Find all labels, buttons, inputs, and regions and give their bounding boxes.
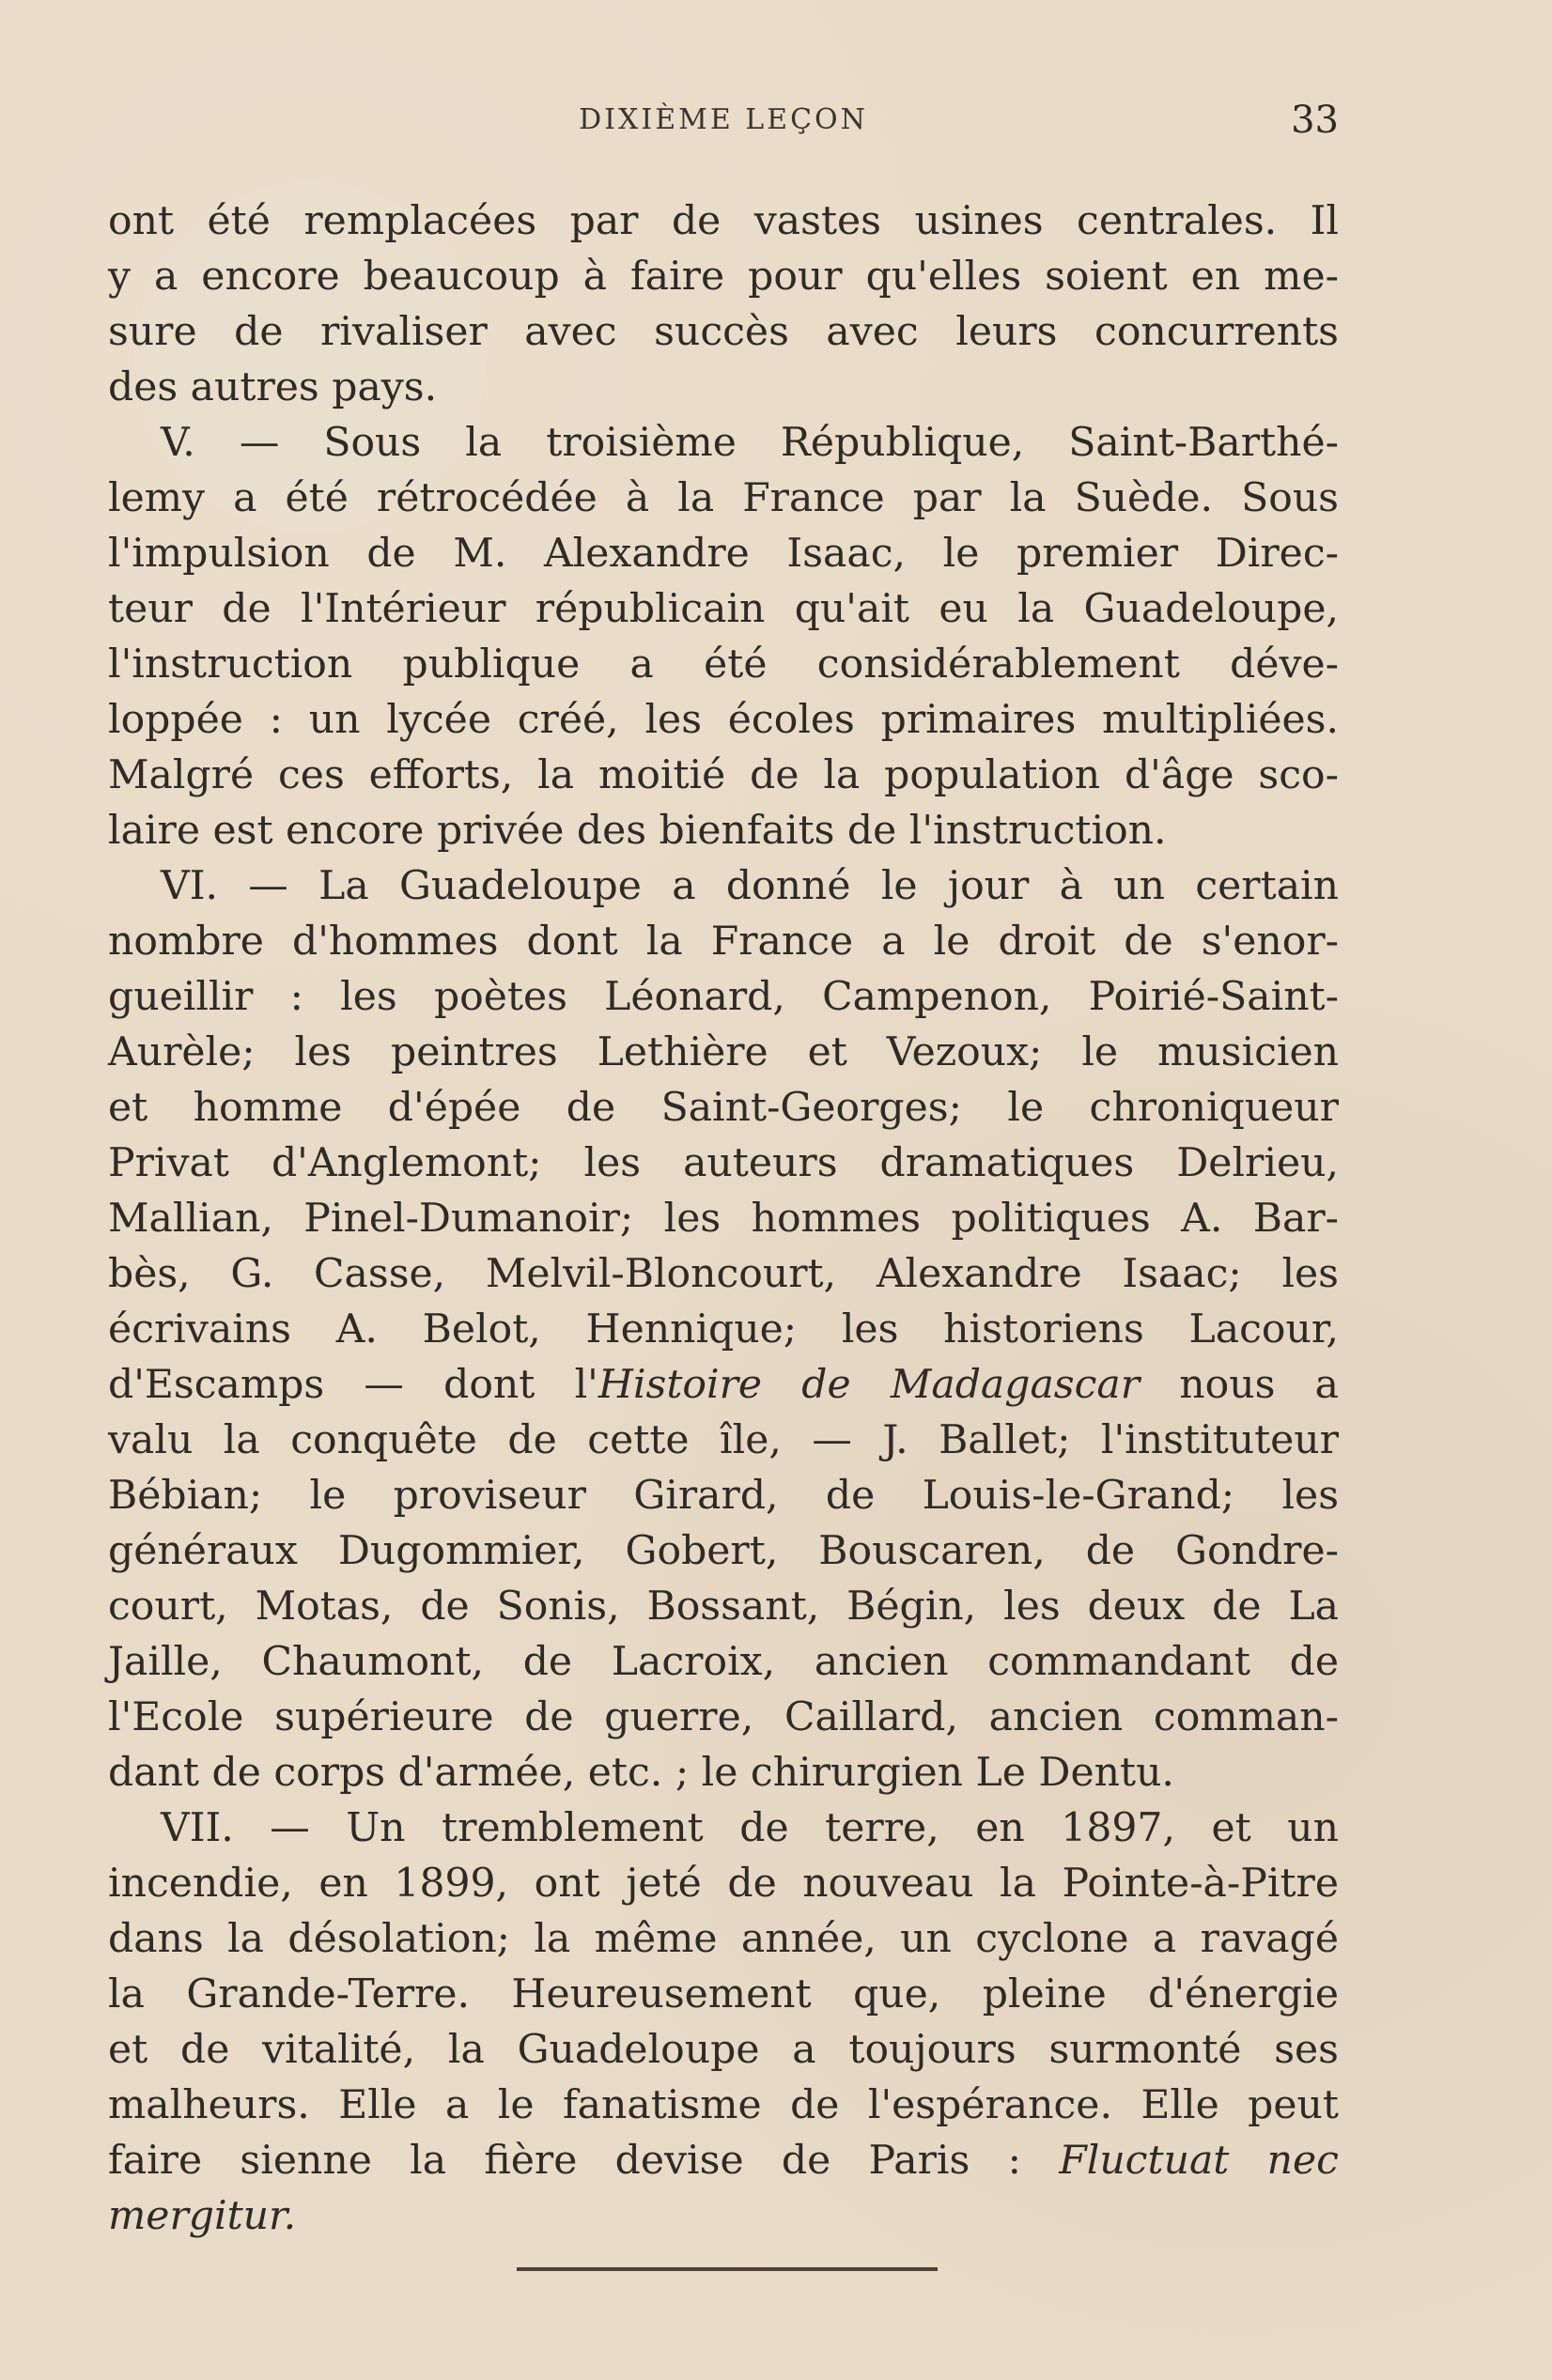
text-line: bès, G. Casse, Melvil-Bloncourt, Alexandre Isaac; les	[108, 1251, 1339, 1297]
text-line: et de vitalité, la Guadeloupe a toujours surmonté ses	[108, 2027, 1339, 2073]
text-line-with-italic-motto	[108, 2133, 1339, 2188]
text-line: Aurèle; les peintres Lethière et Vezoux; le musicien	[108, 1029, 1339, 1075]
text-line-with-italic-title	[108, 1357, 1339, 1413]
page-number: 33	[1291, 99, 1339, 142]
text-line: ont été remplacées par de vastes usines centrales. Il	[108, 198, 1339, 244]
text-line: lemy a été rétrocédée à la France par la Suède. Sous	[108, 475, 1339, 521]
text-line: Jaille, Chaumont, de Lacroix, ancien commandant de	[108, 1639, 1339, 1685]
running-head	[108, 97, 1339, 144]
paragraph-vi-start: VI. — La Guadeloupe a donné le jour à un certain	[161, 863, 1339, 909]
text-line: des autres pays.	[108, 364, 438, 410]
chapter-heading: DIXIÈME LEÇON	[579, 103, 868, 136]
paragraph-vii-start: VII. — Un tremblement de terre, en 1897, et un	[161, 1805, 1339, 1851]
text-line: nombre d'hommes dont la France a le droit de s'enor-	[108, 919, 1339, 965]
text-line: généraux Dugommier, Gobert, Bouscaren, de Gondre-	[108, 1528, 1339, 1574]
text-line: et homme d'épée de Saint-Georges; le chroniqueur	[108, 1085, 1339, 1131]
text-line: malheurs. Elle a le fanatisme de l'espérance. Elle peut	[108, 2082, 1339, 2128]
text-line: l'Ecole supérieure de guerre, Caillard, ancien comman-	[108, 1694, 1339, 1740]
text-line: court, Motas, de Sonis, Bossant, Bégin, les deux de La	[108, 1584, 1339, 1630]
text-line: sure de rivaliser avec succès avec leurs concurrents	[108, 309, 1339, 355]
text-line: l'impulsion de M. Alexandre Isaac, le premier Direc-	[108, 531, 1339, 577]
text-line: loppée : un lycée créé, les écoles primaires multipliées.	[108, 697, 1339, 743]
motto-italic-end: mergitur.	[108, 2193, 297, 2239]
text-line: la Grande-Terre. Heureusement que, pleine d'énergie	[108, 1971, 1339, 2017]
text-line: teur de l'Intérieur républicain qu'ait eu la Guadeloupe,	[108, 586, 1339, 632]
text-fragment: faire sienne la fière devise de Paris :	[108, 2138, 1060, 2184]
body-text	[108, 193, 1339, 2244]
text-fragment: nous a	[1140, 1362, 1340, 1408]
text-line: Mallian, Pinel-Dumanoir; les hommes politiques A. Bar-	[108, 1196, 1339, 1242]
text-line: y a encore beaucoup à faire pour qu'elles soient en me-	[108, 254, 1339, 300]
paragraph-v-start: V. — Sous la troisième République, Saint-Barthé-	[161, 420, 1339, 466]
text-line: valu la conquête de cette île, — J. Ballet; l'instituteur	[108, 1417, 1339, 1463]
text-line: Bébian; le proviseur Girard, de Louis-le-Grand; les	[108, 1473, 1339, 1519]
text-line: incendie, en 1899, ont jeté de nouveau la Pointe-à-Pitre	[108, 1861, 1339, 1907]
closing-divider	[517, 2267, 938, 2271]
book-title-italic: Histoire de Madagascar	[598, 1362, 1141, 1408]
text-line: écrivains A. Belot, Hennique; les historiens Lacour,	[108, 1306, 1339, 1352]
text-line: gueillir : les poètes Léonard, Campenon, Poirié-Saint-	[108, 974, 1339, 1020]
text-line: laire est encore privée des bienfaits de l'instruction.	[108, 808, 1167, 854]
text-line: Malgré ces efforts, la moitié de la population d'âge sco-	[108, 752, 1339, 798]
text-fragment: d'Escamps — dont l'	[108, 1362, 598, 1408]
text-line: dans la désolation; la même année, un cyclone a ravagé	[108, 1916, 1339, 1962]
text-line: Privat d'Anglemont; les auteurs dramatiques Delrieu,	[108, 1140, 1339, 1186]
text-line: dant de corps d'armée, etc. ; le chirurgien Le Dentu.	[108, 1750, 1174, 1796]
text-line: l'instruction publique a été considérablement déve-	[108, 641, 1339, 688]
motto-italic: Fluctuat nec	[1059, 2138, 1339, 2184]
